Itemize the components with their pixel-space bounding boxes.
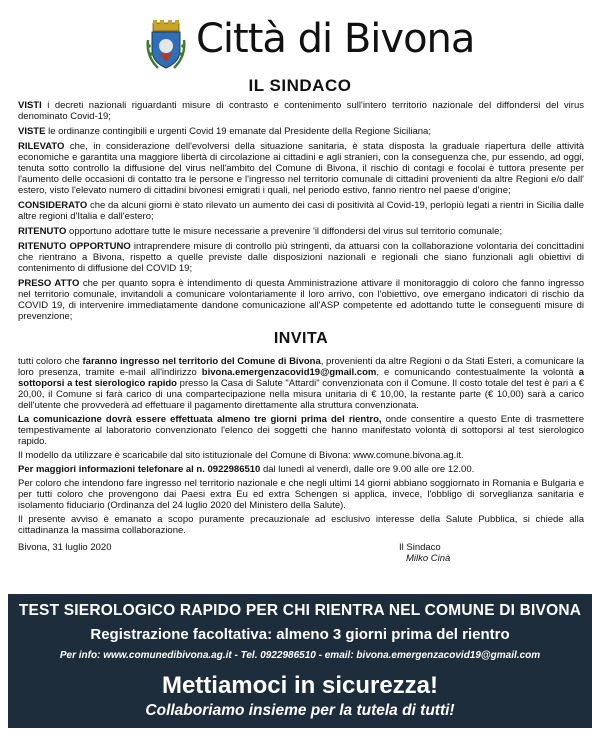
paragraph-text: opportuno adottare tutte le misure necessarie a prevenire 'il diffondersi del virus sul territorio comunale;	[66, 226, 503, 237]
invita-paragraph-5: Per coloro che intendono fare ingresso nel territorio nazionale e che negli ultimi 14 giorni abbiano soggiornato in Romania e Bulgaria e per tutti coloro che provengono dai Paesi extra Eu ed extra Schengen si applica, invece, l'obbligo di sorveglianza sanitaria e isolamento fiduciario (Ordinanza del 24 luglio 2020 del Ministero della Salute).	[18, 478, 584, 511]
text-segment: presso la Casa di Salute "Attardi" convenzionata con il Comune. Il costo totale del test è pari a € 20,00, il Comune si farà carico di una compartecipazione nella misura unitaria di € 10,00, la restante parte (€ 10,00) sarà a carico dell'utente che provvederà ad effettuare il pagamento direttamente alla struttura convenzionata.	[18, 378, 584, 411]
invita-paragraph-1	[18, 356, 584, 411]
paragraph-text: che da alcuni giorni è stato rilevato un aumento dei casi di positività al Covid-19, perlopiù legati a rientri in Sicilia dalle altre regioni d'Italia e dall'estero;	[18, 200, 584, 222]
paragraph-ritenuto-opportuno	[18, 241, 584, 274]
invita-paragraph-4	[18, 464, 584, 475]
invita-heading: INVITA	[273, 330, 329, 347]
city-title: Città di Bivona	[196, 16, 475, 62]
banner-contacts: Per info: www.comunedibivona.ag.it - Tel. 0922986510 - email: bivona.emergenzacovid19@gmail.com	[59, 650, 541, 661]
banner-subslogan: Collaboriamo insieme per la tutela di tutti!	[145, 702, 455, 719]
header	[0, 14, 600, 74]
invita-paragraph-3: Il modello da utilizzare è scaricabile dal sito istituzionale del Comune di Bivona: www.comune.bivona.ag.it.	[18, 450, 464, 461]
text-segment: tutti coloro che	[18, 356, 83, 367]
paragraph-lead: PRESO ATTO	[18, 278, 80, 289]
text-segment: , e comunicando contestualmente la volontà	[376, 367, 579, 378]
paragraph-preso-atto	[18, 278, 584, 322]
bottom-banner	[8, 594, 592, 728]
signature-title: Il Sindaco	[399, 542, 441, 553]
bold-segment: Per maggiori informazioni telefonare al n. 0922986510	[18, 464, 261, 475]
paragraph-lead: RILEVATO	[18, 141, 65, 152]
signature-date: Bivona, 31 luglio 2020	[18, 542, 112, 553]
paragraph-text: le ordinanze contingibili e urgenti Covid 19 emanate dal Presidente della Regione Siciliana;	[45, 126, 431, 137]
paragraph-lead: RITENUTO OPPORTUNO	[18, 241, 131, 252]
paragraph-lead: VISTI	[18, 100, 42, 111]
paragraph-lead: CONSIDERATO	[18, 200, 88, 211]
paragraph-considerato	[18, 200, 584, 222]
invita-paragraph-2	[18, 414, 584, 447]
bold-segment: La comunicazione dovrà essere effettuata almeno tre giorni prima del rientro,	[18, 414, 382, 425]
mayor-heading: IL SINDACO	[248, 76, 352, 95]
city-crest-icon	[146, 20, 186, 72]
paragraph-viste	[18, 126, 584, 137]
text-segment: onde consentire a questo Ente di trasmettere tempestivamente al laboratorio convenzionato l'elenco dei soggetti che hanno manifestato volontà di sottoporsi al test sierologico rapido.	[18, 414, 584, 447]
email-address: bivona.emergenzacovid19@gmail.com	[201, 367, 377, 378]
paragraph-text: i decreti nazionali riguardanti misure di contrasto e contenimento sull'intero territorio nazionale del diffondersi del virus denominato Covid-19;	[18, 100, 584, 122]
paragraph-rilevato	[18, 141, 584, 196]
paragraph-lead: VISTE	[18, 126, 46, 137]
paragraph-lead: RITENUTO	[18, 226, 67, 237]
signature-name: Milko Cinà	[406, 553, 451, 564]
paragraph-text: intraprendere misure di controllo più stringenti, da attuarsi con la collaborazione volontaria dei concittadini che rientrano a Bivona, rispetto a quelle previste dalle disposizioni nazionali e regionali che siano funzionali agli obiettivi di contenimento di diffusione del COVID 19;	[18, 241, 584, 274]
paragraph-text: che, in considerazione dell'evolversi della situazione sanitaria, è stata disposta la graduale riapertura delle attività economiche e garantita una maggiore libertà di circolazione ai cittadini e agli stranieri, con la conseguenza che, pur essendo, ad oggi, tenuta sotto controllo la diffusione del virus nell'ambito del Comune di Bivona, il rischio di contagi e focolai è tuttora presente per l'aumento delle occasioni di contatto tra le persone e l'ingresso nel territorio comunale di cittadini provenienti da altre Regioni e/o dall' estero, visto l'elevato numero di cittadini bivonesi emigrati i quali, nel periodo estivo, fanno rientro nel paese d'origine;	[18, 141, 584, 196]
paragraph-visti	[18, 100, 584, 122]
banner-registration: Registrazione facoltativa: almeno 3 giorni prima del rientro	[90, 626, 510, 643]
bold-segment: faranno ingresso nel territorio del Comune di Bivona	[82, 356, 321, 367]
paragraph-ritenuto	[18, 226, 584, 237]
invita-paragraph-6: Il presente avviso è emanato a scopo puramente precauzionale ad esclusivo interesse della Salute Pubblica, si chiede alla cittadinanza la massima collaborazione.	[18, 514, 584, 536]
banner-slogan: Mettiamoci in sicurezza!	[161, 672, 439, 699]
banner-headline: TEST SIEROLOGICO RAPIDO PER CHI RIENTRA NEL COMUNE DI BIVONA	[18, 602, 582, 619]
notice-body	[18, 100, 584, 566]
signature-row	[18, 542, 584, 566]
bold-segment: a sottoporsi a test sierologico rapido	[18, 367, 584, 389]
text-segment: dal lunedì al venerdì, dalle ore 9.00 alle ore 12.00.	[260, 464, 475, 475]
text-segment: , provenienti da altre Regioni o da Stati Esteri, a comunicare la loro presenza, tramite e-mail all'indirizzo	[18, 356, 585, 378]
paragraph-text: che per quanto sopra è intendimento di questa Amministrazione attivare il monitoraggio di coloro che fanno ingresso nel territorio comunale, invitandoli a comunicare volontariamente il loro arrivo, con l'obiettivo, ove emergano indicatori di rischio da COVID 19, di intervenire immediatamente dandone comunicazione all'ASP competente ed adottando tutte le conseguenti misure di prevenzione;	[18, 278, 584, 322]
